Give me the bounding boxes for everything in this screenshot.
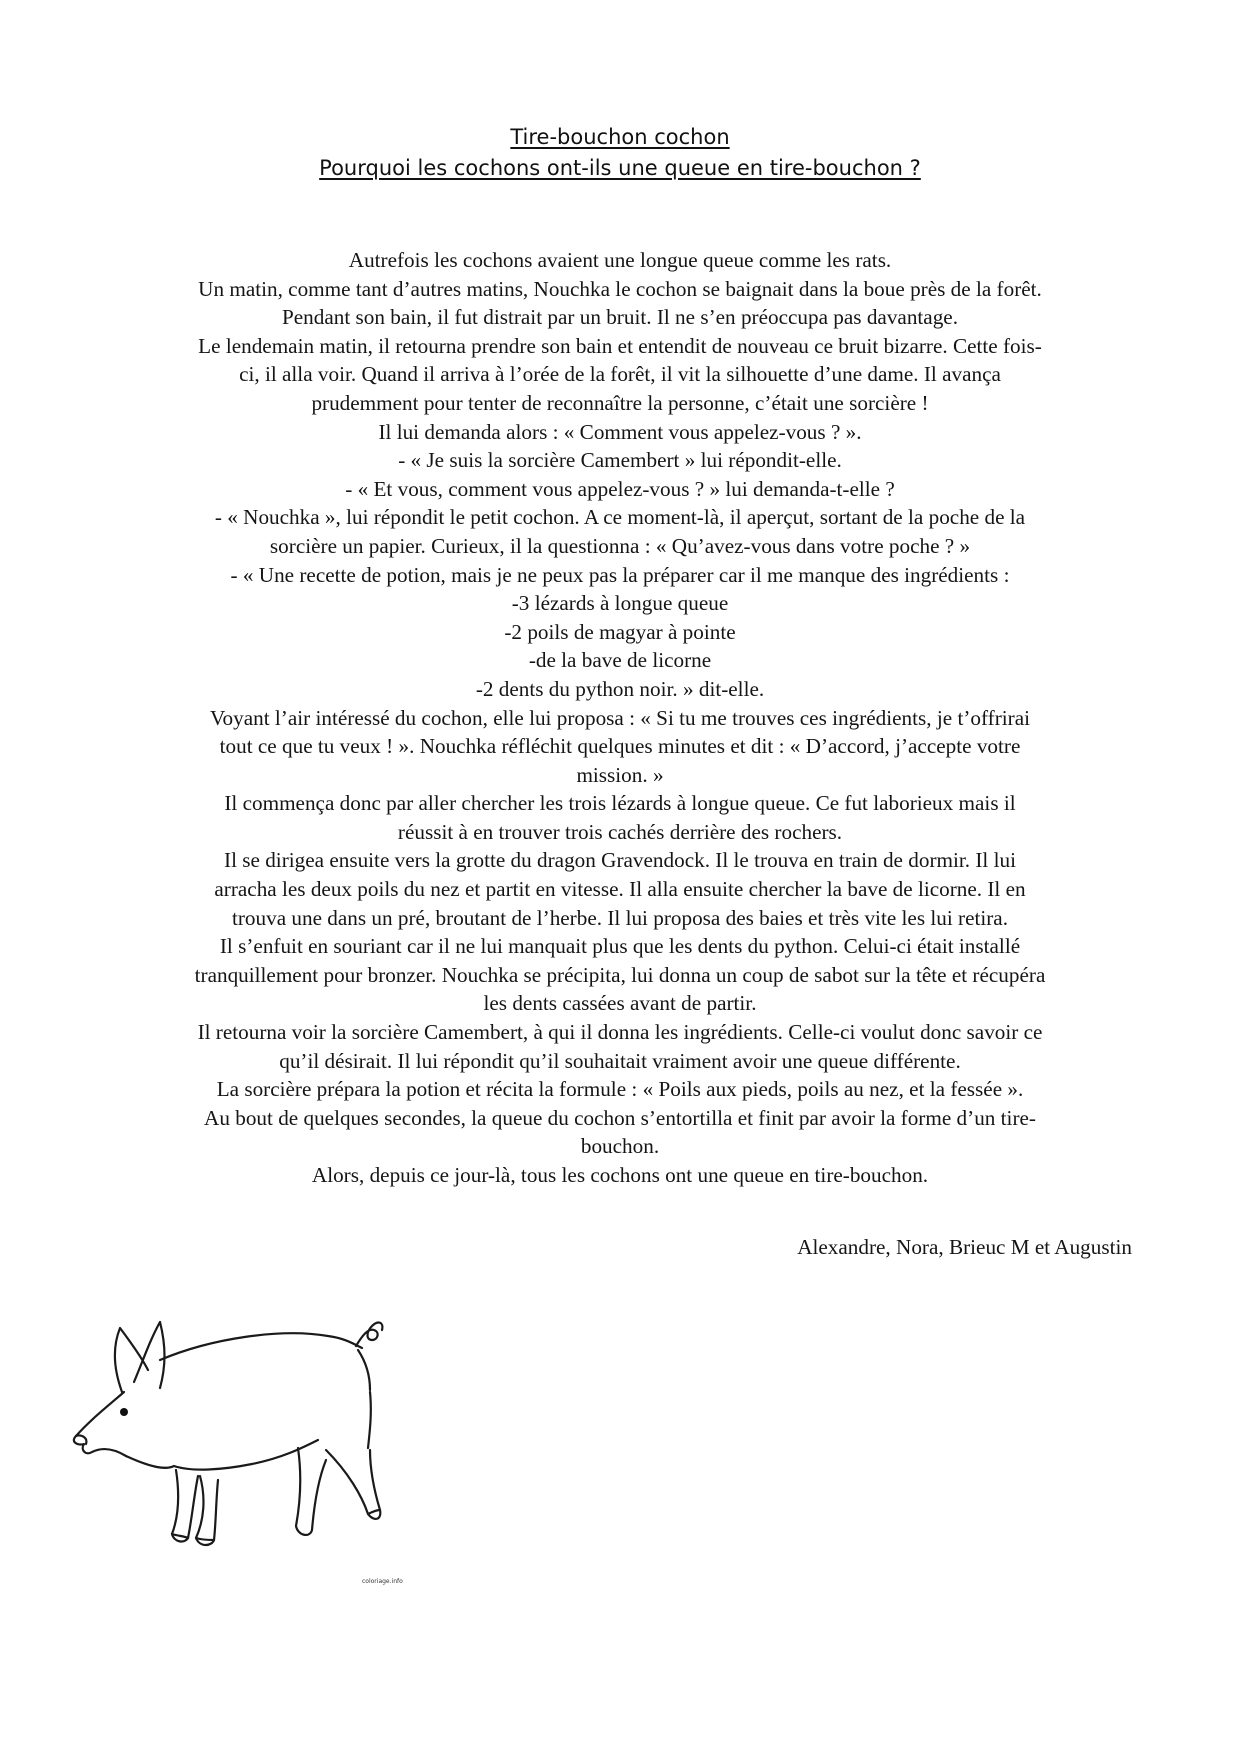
ingredient-line: -de la bave de licorne bbox=[528, 648, 712, 673]
story-line: qu’il désirait. Il lui répondit qu’il souhaitait vraiment avoir une queue différente. bbox=[279, 1048, 961, 1073]
story-line: ci, il alla voir. Quand il arriva à l’orée de la forêt, il vit la silhouette d’une dame. Il avança bbox=[239, 362, 1001, 387]
story-line: - « Une recette de potion, mais je ne peux pas la préparer car il me manque des ingrédients : bbox=[230, 562, 1010, 587]
story-line: mission. » bbox=[576, 762, 664, 787]
story-line: tout ce que tu veux ! ». Nouchka réfléchit quelques minutes et dit : « D’accord, j’accepte votre bbox=[219, 734, 1021, 759]
ingredient-line: -3 lézards à longue queue bbox=[511, 591, 729, 616]
story-line: arracha les deux poils du nez et partit en vitesse. Il alla ensuite chercher la bave de licorne. Il en bbox=[214, 877, 1026, 902]
story-line: Il commença donc par aller chercher les trois lézards à longue queue. Ce fut laborieux mais il bbox=[224, 791, 1016, 816]
story-line: les dents cassées avant de partir. bbox=[483, 991, 757, 1016]
story-line: Un matin, comme tant d’autres matins, Nouchka le cochon se baignait dans la boue près de la forêt. bbox=[198, 276, 1042, 301]
pig-drawing-icon bbox=[62, 1300, 422, 1570]
story-text bbox=[110, 246, 1130, 1190]
story-line: sorcière un papier. Curieux, il la questionna : « Qu’avez-vous dans votre poche ? » bbox=[269, 533, 971, 558]
story-line: - « Nouchka », lui répondit le petit cochon. A ce moment-là, il aperçut, sortant de la poche de la bbox=[214, 505, 1026, 530]
story-line: trouva une dans un pré, broutant de l’herbe. Il lui proposa des baies et très vite les lui retira. bbox=[231, 905, 1009, 930]
story-line: Le lendemain matin, il retourna prendre son bain et entendit de nouveau ce bruit bizarre. Cette fois- bbox=[198, 333, 1042, 358]
story-line: Au bout de quelques secondes, la queue du cochon s’entortilla et finit par avoir la forme d’un tire- bbox=[204, 1105, 1036, 1130]
pig-illustration bbox=[62, 1300, 422, 1570]
document-subtitle: Pourquoi les cochons ont-ils une queue en tire-bouchon ? bbox=[319, 156, 921, 180]
story-line: prudemment pour tenter de reconnaître la personne, c’était une sorcière ! bbox=[311, 390, 929, 415]
story-line: réussit à en trouver trois cachés derrière des rochers. bbox=[397, 819, 843, 844]
story-line: Pendant son bain, il fut distrait par un bruit. Il ne s’en préoccupa pas davantage. bbox=[281, 305, 959, 330]
illustration-credit: coloriage.info bbox=[362, 1578, 403, 1585]
ingredient-line: -2 dents du python noir. » dit-elle. bbox=[475, 676, 765, 701]
story-line: tranquillement pour bronzer. Nouchka se précipita, lui donna un coup de sabot sur la tête et récupéra bbox=[194, 962, 1046, 987]
story-line: Autrefois les cochons avaient une longue queue comme les rats. bbox=[348, 248, 892, 272]
story-line: Il lui demanda alors : « Comment vous appelez-vous ? ». bbox=[378, 419, 862, 444]
story-line: bouchon. bbox=[580, 1134, 660, 1159]
story-line: Il s’enfuit en souriant car il ne lui manquait plus que les dents du python. Celui-ci était installé bbox=[219, 934, 1021, 959]
story-line: Alors, depuis ce jour-là, tous les cochons ont une queue en tire-bouchon. bbox=[311, 1163, 929, 1187]
story-line: - « Et vous, comment vous appelez-vous ? » lui demanda-t-elle ? bbox=[345, 476, 895, 501]
story-line: La sorcière prépara la potion et récita la formule : « Poils aux pieds, poils au nez, et la fessée ». bbox=[216, 1077, 1024, 1102]
story-line: Il se dirigea ensuite vers la grotte du dragon Gravendock. Il le trouva en train de dormir. Il lui bbox=[224, 848, 1016, 873]
ingredient-line: -2 poils de magyar à pointe bbox=[504, 619, 736, 644]
story-line: Il retourna voir la sorcière Camembert, à qui il donna les ingrédients. Celle-ci voulut donc savoir ce bbox=[197, 1020, 1043, 1045]
story-line: Voyant l’air intéressé du cochon, elle lui proposa : « Si tu me trouves ces ingrédients, je t’offrirai bbox=[209, 705, 1031, 730]
story-line: - « Je suis la sorcière Camembert » lui répondit-elle. bbox=[398, 448, 842, 473]
authors-signature: Alexandre, Nora, Brieuc M et Augustin bbox=[797, 1235, 1132, 1259]
document-title: Tire-bouchon cochon bbox=[510, 125, 730, 149]
title-block bbox=[0, 122, 1240, 184]
